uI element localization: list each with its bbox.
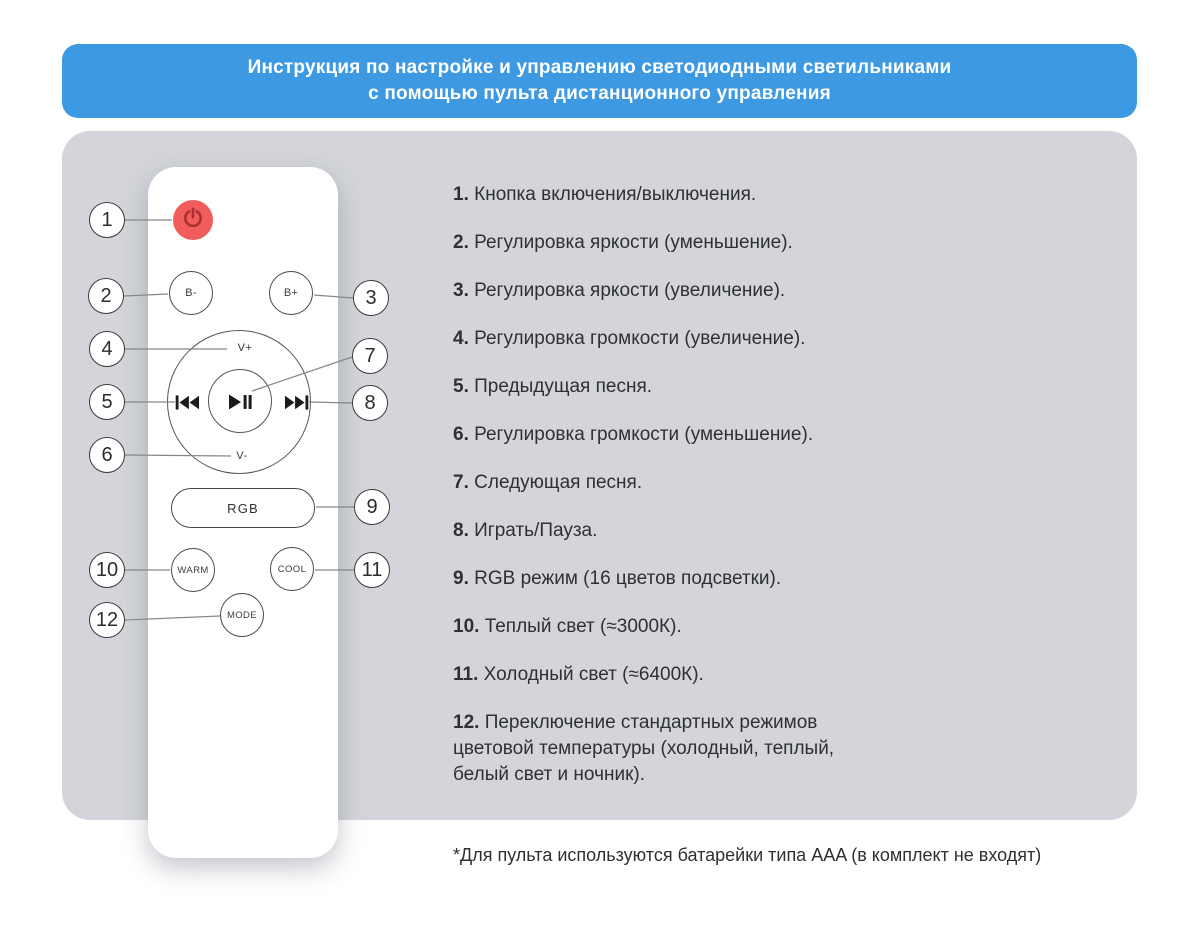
instruction-text: Следующая песня. bbox=[474, 472, 643, 493]
callout-2: 2 bbox=[88, 278, 124, 314]
instruction-item-5 bbox=[453, 374, 1028, 400]
skip-next-icon bbox=[284, 394, 309, 411]
instruction-number: 6. bbox=[453, 424, 469, 445]
instruction-text: Играть/Пауза. bbox=[474, 520, 598, 541]
callout-6: 6 bbox=[89, 437, 125, 473]
callout-11: 11 bbox=[354, 552, 390, 588]
instruction-number: 10. bbox=[453, 616, 480, 637]
instruction-number: 5. bbox=[453, 376, 469, 397]
power-button bbox=[173, 200, 213, 240]
instruction-list bbox=[453, 182, 1028, 810]
instruction-number: 9. bbox=[453, 568, 469, 589]
play-pause-icon bbox=[228, 393, 252, 411]
instruction-item-6 bbox=[453, 422, 1028, 448]
callout-1: 1 bbox=[89, 202, 125, 238]
warm-label: WARM bbox=[177, 564, 209, 576]
instruction-item-3 bbox=[453, 278, 1028, 304]
brightness-up-button bbox=[269, 271, 313, 315]
rgb-label: RGB bbox=[227, 500, 259, 516]
header-title-line1: Инструкция по настройке и управлению светодиодными светильниками bbox=[247, 57, 952, 78]
instruction-item-10 bbox=[453, 614, 1028, 640]
cool-label: COOL bbox=[277, 563, 307, 575]
instruction-text: Регулировка яркости (уменьшение). bbox=[474, 232, 793, 253]
instruction-item-11 bbox=[453, 662, 1028, 688]
instruction-number: 2. bbox=[453, 232, 469, 253]
callout-12: 12 bbox=[89, 602, 125, 638]
remote-control-illustration bbox=[148, 167, 338, 858]
callout-9: 9 bbox=[354, 489, 390, 525]
instruction-text: Теплый свет (≈3000К). bbox=[484, 616, 682, 637]
brightness-down-label: B- bbox=[185, 287, 197, 299]
cool-button bbox=[270, 547, 314, 591]
instruction-number: 8. bbox=[453, 520, 469, 541]
callout-3: 3 bbox=[353, 280, 389, 316]
rgb-button bbox=[171, 488, 315, 528]
instruction-text: Регулировка громкости (увеличение). bbox=[474, 328, 806, 349]
volume-down-label: V- bbox=[236, 450, 248, 462]
mode-button bbox=[220, 593, 264, 637]
header-banner bbox=[62, 44, 1137, 118]
skip-previous-icon bbox=[175, 394, 200, 411]
instruction-item-2 bbox=[453, 230, 1028, 256]
instruction-number: 4. bbox=[453, 328, 469, 349]
brightness-down-button bbox=[169, 271, 213, 315]
instruction-text: Кнопка включения/выключения. bbox=[474, 184, 757, 205]
power-icon bbox=[182, 206, 204, 235]
instruction-item-12 bbox=[453, 710, 1028, 788]
callout-8: 8 bbox=[352, 385, 388, 421]
instruction-number: 11. bbox=[453, 664, 479, 685]
instruction-item-1 bbox=[453, 182, 1028, 208]
instruction-item-4 bbox=[453, 326, 1028, 352]
instruction-item-9 bbox=[453, 566, 1028, 592]
callout-5: 5 bbox=[89, 384, 125, 420]
instruction-text: Регулировка громкости (уменьшение). bbox=[474, 424, 814, 445]
instruction-text: Переключение стандартных режимов цветовой температуры (холодный, теплый, белый свет и ночник). bbox=[453, 712, 835, 785]
instruction-number: 1. bbox=[453, 184, 469, 205]
warm-button bbox=[171, 548, 215, 592]
instruction-text: Предыдущая песня. bbox=[474, 376, 653, 397]
volume-up-label: V+ bbox=[237, 342, 253, 354]
instruction-number: 7. bbox=[453, 472, 469, 493]
callout-4: 4 bbox=[89, 331, 125, 367]
instruction-item-8 bbox=[453, 518, 1028, 544]
brightness-up-label: B+ bbox=[283, 287, 299, 299]
callout-10: 10 bbox=[89, 552, 125, 588]
instruction-text: Регулировка яркости (увеличение). bbox=[474, 280, 786, 301]
instruction-number: 12. bbox=[453, 712, 480, 733]
instruction-number: 3. bbox=[453, 280, 469, 301]
instruction-text: RGB режим (16 цветов подсветки). bbox=[474, 568, 782, 589]
callout-7: 7 bbox=[352, 338, 388, 374]
instruction-item-7 bbox=[453, 470, 1028, 496]
instruction-text: Холодный свет (≈6400К). bbox=[483, 664, 704, 685]
mode-label: MODE bbox=[226, 609, 258, 621]
header-title-line2: с помощью пульта дистанционного управления bbox=[368, 83, 831, 104]
battery-footnote: *Для пульта используются батарейки типа AAA (в комплект не входят) bbox=[453, 845, 1042, 865]
